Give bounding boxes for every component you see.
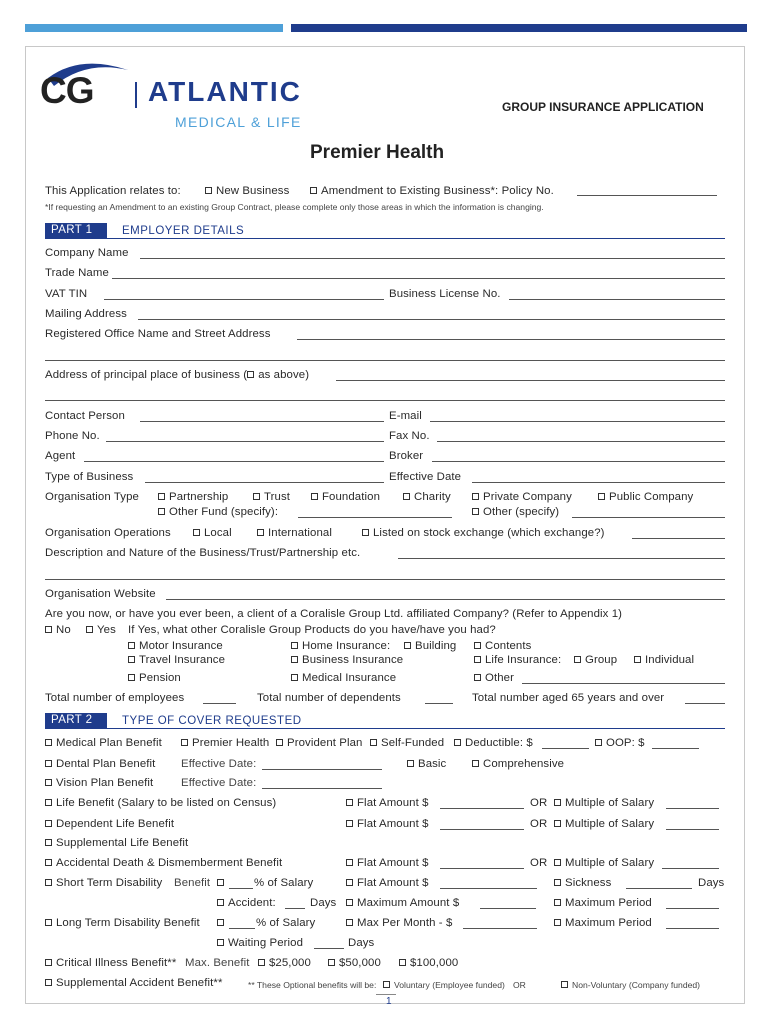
critical-illness-option[interactable]: Critical Illness Benefit** <box>45 957 176 969</box>
waiting-period-option[interactable]: Waiting Period <box>217 937 303 949</box>
org-type-partnership[interactable]: Partnership <box>158 491 228 503</box>
registered-office-field[interactable] <box>297 339 725 340</box>
logo-divider <box>135 82 137 108</box>
vat-tin-label: VAT TIN <box>45 288 88 300</box>
other-fund-option[interactable]: Other Fund (specify): <box>158 506 278 518</box>
org-type-foundation[interactable]: Foundation <box>311 491 380 503</box>
phone-label: Phone No. <box>45 430 100 442</box>
client-question: Are you now, or have you ever been, a client of a Coralisle Group Ltd. affiliated Company? (Refer to Appendix 1) <box>45 608 623 620</box>
description-field[interactable] <box>398 558 725 559</box>
description-field-2[interactable] <box>45 579 725 580</box>
total-65-field[interactable] <box>685 703 725 704</box>
part2-tab: PART 2 <box>45 713 107 728</box>
part1-title: EMPLOYER DETAILS <box>122 225 245 237</box>
new-business-option[interactable] <box>205 185 289 197</box>
std-pct-option[interactable] <box>217 877 228 889</box>
trade-name-field[interactable] <box>112 278 725 279</box>
top-bar-dark <box>291 24 747 32</box>
optional-note: ** These Optional benefits will be: <box>248 980 377 990</box>
broker-field[interactable] <box>432 461 725 462</box>
other-specify-option[interactable]: Other (specify) <box>472 506 559 518</box>
deductible-option[interactable]: Deductible: $ <box>454 737 533 749</box>
deductible-field[interactable] <box>542 748 589 749</box>
org-type-private[interactable]: Private Company <box>472 491 572 503</box>
total-65-label: Total number aged 65 years and over <box>472 692 665 704</box>
std-pct-field[interactable] <box>229 888 253 889</box>
amendment-label: Amendment to Existing Business*: Policy No. <box>321 185 554 197</box>
logo-cg-text: CG <box>40 70 94 111</box>
self-funded-option[interactable]: Self-Funded <box>370 737 444 749</box>
ltd-max-month-field[interactable] <box>463 928 537 929</box>
life-ins-option[interactable]: Life Insurance: <box>474 654 561 666</box>
dependent-life-option[interactable]: Dependent Life Benefit <box>45 818 174 830</box>
add-option[interactable]: Accidental Death & Dismemberment Benefit <box>45 857 282 869</box>
std-sickness-field[interactable] <box>626 888 692 889</box>
new-business-label: New Business <box>216 185 290 197</box>
email-field[interactable] <box>430 421 725 422</box>
std-option[interactable]: Short Term Disability <box>45 877 162 889</box>
std-benefit-label: Benefit <box>174 877 211 889</box>
vision-plan-option[interactable]: Vision Plan Benefit <box>45 777 153 789</box>
ltd-pct-option[interactable] <box>217 917 228 929</box>
std-max-period-field[interactable] <box>666 908 719 909</box>
website-field[interactable] <box>166 599 725 600</box>
total-employees-label: Total number of employees <box>45 692 185 704</box>
description-label: Description and Nature of the Business/Trust/Partnership etc. <box>45 547 361 559</box>
client-yes-option[interactable]: Yes <box>86 624 116 636</box>
registered-office-label: Registered Office Name and Street Address <box>45 328 271 340</box>
dep-or-label: OR <box>530 818 548 830</box>
std-flat-option[interactable]: Flat Amount $ <box>346 877 429 889</box>
non-voluntary-option[interactable]: Non-Voluntary (Company funded) <box>561 980 700 990</box>
page-title: Premier Health <box>310 142 445 163</box>
std-max-period-option[interactable]: Maximum Period <box>554 897 652 909</box>
ltd-max-period-option[interactable]: Maximum Period <box>554 917 652 929</box>
dental-plan-option[interactable]: Dental Plan Benefit <box>45 758 155 770</box>
client-no-option[interactable]: No <box>45 624 71 636</box>
total-employees-field[interactable] <box>203 703 236 704</box>
oop-option[interactable]: OOP: $ <box>595 737 645 749</box>
amendment-option[interactable] <box>310 185 554 197</box>
or-label-note: OR <box>513 980 526 990</box>
org-type-label: Organisation Type <box>45 491 139 503</box>
life-benefit-option[interactable]: Life Benefit (Salary to be listed on Census) <box>45 797 276 809</box>
mailing-address-field[interactable] <box>138 319 725 320</box>
if-yes-label: If Yes, what other Coralisle Group Products do you have/have you had? <box>128 624 496 636</box>
business-license-field[interactable] <box>509 299 725 300</box>
ltd-max-period-field[interactable] <box>666 928 719 929</box>
part1-tab: PART 1 <box>45 223 107 238</box>
std-sickness-option[interactable]: Sickness <box>554 877 611 889</box>
waiting-period-days: Days <box>348 937 375 949</box>
std-accident-field[interactable] <box>285 908 305 909</box>
fax-label: Fax No. <box>389 430 430 442</box>
part1-rule <box>45 238 725 239</box>
part2-rule <box>45 728 725 729</box>
basic-option[interactable]: Basic <box>407 758 446 770</box>
std-accident-days: Days <box>310 897 337 909</box>
life-multiple-field[interactable] <box>666 808 719 809</box>
ltd-option[interactable]: Long Term Disability Benefit <box>45 917 200 929</box>
waiting-period-field[interactable] <box>314 948 344 949</box>
dep-multiple-option[interactable]: Multiple of Salary <box>554 818 654 830</box>
mailing-address-label: Mailing Address <box>45 308 127 320</box>
vision-effective-label: Effective Date: <box>181 777 257 789</box>
other-specify-field[interactable] <box>572 517 725 518</box>
add-flat-field[interactable] <box>440 868 524 869</box>
amount-25k-option[interactable]: $25,000 <box>258 957 311 969</box>
company-name-label: Company Name <box>45 247 129 259</box>
pension-option[interactable]: Pension <box>128 672 181 684</box>
add-multiple-option[interactable]: Multiple of Salary <box>554 857 654 869</box>
business-license-label: Business License No. <box>389 288 501 300</box>
email-label: E-mail <box>389 410 422 422</box>
agent-label: Agent <box>45 450 76 462</box>
broker-label: Broker <box>389 450 424 462</box>
org-type-charity[interactable]: Charity <box>403 491 451 503</box>
amount-100k-option[interactable]: $100,000 <box>399 957 458 969</box>
std-max-amount-option[interactable]: Maximum Amount $ <box>346 897 459 909</box>
org-ops-label: Organisation Operations <box>45 527 171 539</box>
business-ins-option[interactable]: Business Insurance <box>291 654 403 666</box>
org-type-public[interactable]: Public Company <box>598 491 693 503</box>
agent-field[interactable] <box>84 461 384 462</box>
add-multiple-field[interactable] <box>662 868 719 869</box>
supp-life-option[interactable]: Supplemental Life Benefit <box>45 837 188 849</box>
provident-option[interactable]: Provident Plan <box>276 737 362 749</box>
logo-brand-text: ATLANTIC <box>148 76 302 107</box>
amendment-checkbox[interactable] <box>310 187 317 194</box>
travel-option[interactable]: Travel Insurance <box>128 654 225 666</box>
type-business-field[interactable] <box>145 482 384 483</box>
policy-number-field[interactable] <box>577 195 717 196</box>
contact-person-field[interactable] <box>140 421 384 422</box>
principal-place-field[interactable] <box>336 380 725 381</box>
std-max-amount-field[interactable] <box>480 908 536 909</box>
website-label: Organisation Website <box>45 588 156 600</box>
ltd-pct-label: % of Salary <box>256 917 316 929</box>
fax-field[interactable] <box>437 441 725 442</box>
trade-name-label: Trade Name <box>45 267 109 279</box>
ops-local-option[interactable]: Local <box>193 527 232 539</box>
individual-option[interactable]: Individual <box>634 654 694 666</box>
dental-effective-label: Effective Date: <box>181 758 257 770</box>
premier-option[interactable]: Premier Health <box>181 737 269 749</box>
part2-title: TYPE OF COVER REQUESTED <box>122 715 302 727</box>
dental-effective-field[interactable] <box>262 769 382 770</box>
group-option[interactable]: Group <box>574 654 617 666</box>
logo-subtext: MEDICAL & LIFE <box>175 114 302 130</box>
life-flat-option[interactable]: Flat Amount $ <box>346 797 429 809</box>
life-or-label: OR <box>530 797 548 809</box>
document-type: GROUP INSURANCE APPLICATION <box>502 100 704 114</box>
ltd-max-month-option[interactable]: Max Per Month - $ <box>346 917 452 929</box>
home-option[interactable]: Home Insurance: <box>291 640 390 652</box>
top-bar-light <box>25 24 283 32</box>
effective-date-label: Effective Date <box>389 471 462 483</box>
total-dependents-label: Total number of dependents <box>257 692 401 704</box>
phone-field[interactable] <box>106 441 384 442</box>
registered-office-field-2[interactable] <box>45 360 725 361</box>
type-business-label: Type of Business <box>45 471 134 483</box>
org-type-trust[interactable]: Trust <box>253 491 290 503</box>
oop-field[interactable] <box>652 748 699 749</box>
comprehensive-option[interactable]: Comprehensive <box>472 758 564 770</box>
page-number: 1 <box>386 996 392 1007</box>
dep-multiple-field[interactable] <box>666 829 719 830</box>
motor-option[interactable]: Motor Insurance <box>128 640 223 652</box>
exchange-field[interactable] <box>632 538 725 539</box>
total-dependents-field[interactable] <box>425 703 453 704</box>
ltd-pct-field[interactable] <box>229 928 255 929</box>
add-flat-option[interactable]: Flat Amount $ <box>346 857 429 869</box>
dep-flat-field[interactable] <box>440 829 524 830</box>
medical-plan-option[interactable]: Medical Plan Benefit <box>45 737 162 749</box>
as-above-checkbox[interactable] <box>247 371 254 378</box>
ops-listed-option[interactable]: Listed on stock exchange (which exchange?) <box>362 527 605 539</box>
other-fund-field[interactable] <box>298 517 452 518</box>
max-benefit-label: Max. Benefit <box>185 957 250 969</box>
voluntary-option[interactable]: Voluntary (Employee funded) <box>383 980 505 990</box>
std-sickness-days: Days <box>698 877 725 889</box>
building-option[interactable]: Building <box>404 640 456 652</box>
medical-ins-option[interactable]: Medical Insurance <box>291 672 396 684</box>
supp-accident-option[interactable]: Supplemental Accident Benefit** <box>45 977 222 989</box>
relates-label: This Application relates to: <box>45 185 181 197</box>
effective-date-field[interactable] <box>472 482 725 483</box>
other-product-field[interactable] <box>522 683 725 684</box>
std-flat-field[interactable] <box>440 888 537 889</box>
std-accident-option[interactable]: Accident: <box>217 897 276 909</box>
vision-effective-field[interactable] <box>262 788 382 789</box>
company-name-field[interactable] <box>140 258 725 259</box>
principal-place-label: Address of principal place of business ( as above) <box>45 369 310 381</box>
std-pct-label: % of Salary <box>254 877 314 889</box>
page-number-rule <box>376 994 396 995</box>
new-business-checkbox[interactable] <box>205 187 212 194</box>
life-flat-field[interactable] <box>440 808 524 809</box>
amount-50k-option[interactable]: $50,000 <box>328 957 381 969</box>
amendment-footnote: *If requesting an Amendment to an existing Group Contract, please complete only those areas in which the information is changing. <box>45 202 544 212</box>
contact-person-label: Contact Person <box>45 410 125 422</box>
other-product-option[interactable]: Other <box>474 672 514 684</box>
contents-option[interactable]: Contents <box>474 640 531 652</box>
dep-flat-option[interactable]: Flat Amount $ <box>346 818 429 830</box>
ops-intl-option[interactable]: International <box>257 527 332 539</box>
vat-tin-field[interactable] <box>104 299 384 300</box>
add-or-label: OR <box>530 857 548 869</box>
principal-place-field-2[interactable] <box>45 400 725 401</box>
life-multiple-option[interactable]: Multiple of Salary <box>554 797 654 809</box>
